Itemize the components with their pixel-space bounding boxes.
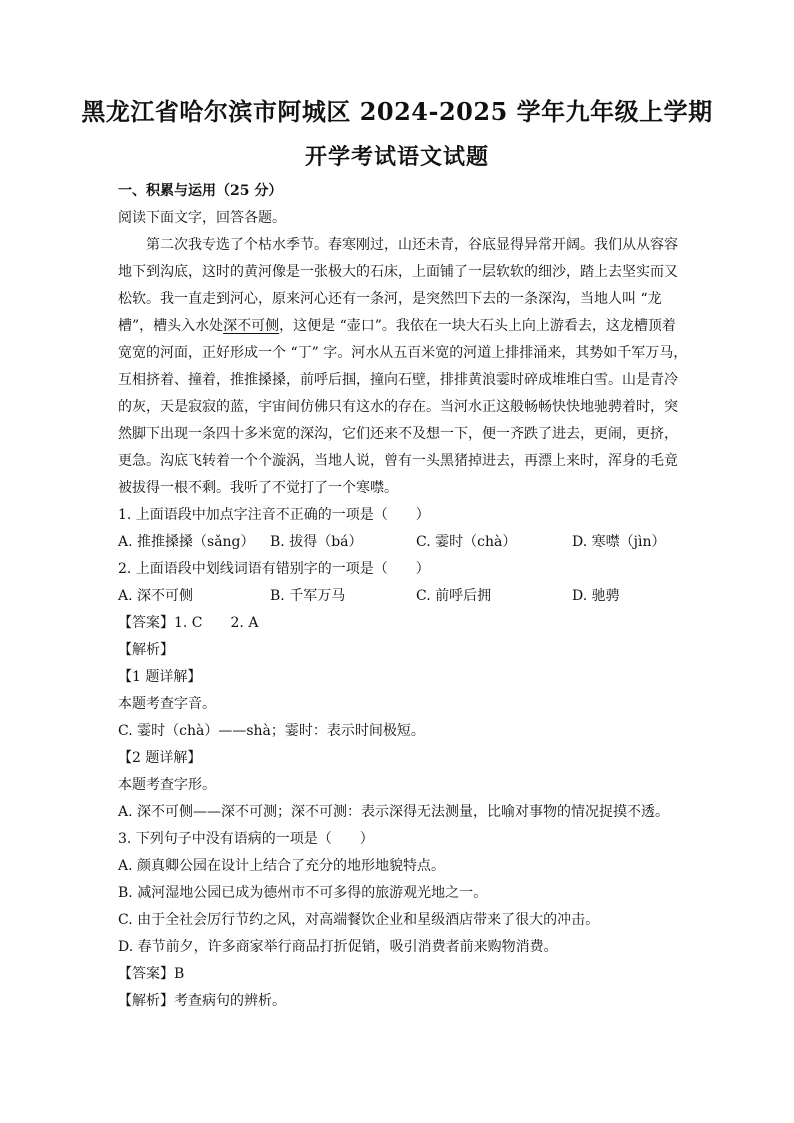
question-1-stem: 1. 上面语段中加点字注音不正确的一项是（ ） [118, 507, 430, 523]
passage-line: 互相挤着、撞着，推推搡搡，前呼后掴，撞向石壁，排排黄浪霎时碎成堆堆白雪。山是青冷 [118, 372, 678, 388]
passage-text: ，这便是 “壶口”。我依在一块大石头上向上游看去，这龙槽顶着 [279, 318, 676, 334]
passage-line: 第二次我专选了个枯水季节。春寒刚过，山还未青，谷底显得异常开阔。我们从从容容 [146, 237, 678, 253]
section-heading: 一、积累与运用（25 分） [118, 183, 283, 199]
passage-line: 然脚下出现一条四十多米宽的深沟，它们还来不及想一下，便一齐跌了进去，更闹，更挤， [118, 426, 678, 442]
analysis-label: 【解析】 [118, 642, 174, 658]
passage-text: 槽”，槽头入水处 [118, 318, 224, 334]
answer-3: 【答案】B [118, 966, 185, 982]
option-a: A. 推推搡搡（sǎng） [118, 534, 255, 550]
question-1-options [118, 529, 678, 556]
instruction-text: 阅读下面文字，回答各题。 [118, 210, 286, 226]
answer-1-2: 【答案】1. C 2. A [118, 615, 259, 631]
detail-2-text: 本题考查字形。 [118, 777, 216, 793]
detail-2-text: A. 深不可侧——深不可测；深不可测：表示深得无法测量，比喻对事物的情况捉摸不透。 [118, 804, 670, 820]
passage-line: 松软。我一直走到河心，原来河心还有一条河，是突然凹下去的一条深沟，当地人叫 “龙 [118, 291, 662, 307]
option-c: C. 由于全社会厉行节约之风，对高端餐饮企业和星级酒店带来了很大的冲击。 [118, 912, 600, 928]
passage-line: 的灰，天是寂寂的蓝，宇宙间仿佛只有这水的存在。当河水正这般畅畅快快地驰骋着时，突 [118, 399, 678, 415]
underlined-word: 深不可侧 [223, 318, 280, 334]
passage-line: 地下到沟底，这时的黄河像是一张极大的石床，上面铺了一层软软的细沙，踏上去坚实而又 [118, 264, 678, 280]
detail-1-text: 本题考查字音。 [118, 696, 216, 712]
reading-passage [118, 232, 688, 502]
detail-1-text: C. 霎时（chà）——shà；霎时：表示时间极短。 [118, 723, 425, 739]
document-subtitle: 开学考试语文试题 [304, 144, 489, 170]
detail-2-label: 【2 题详解】 [118, 750, 202, 766]
option-c: C. 前呼后拥 [416, 588, 492, 604]
passage-line: 被拔得一根不剩。我听了不觉打了一个寒噤。 [118, 480, 398, 496]
question-3-stem: 3. 下列句子中没有语病的一项是（ ） [118, 831, 374, 847]
analysis-3: 【解析】考查病句的辨析。 [118, 993, 286, 1009]
passage-line: 宽宽的河面，正好形成一个 “丁” 字。河水从五百米宽的河道上排排涌来，其势如千军万马， [118, 345, 688, 361]
option-a: A. 深不可侧 [118, 588, 194, 604]
option-b: B. 减河湿地公园已成为德州市不可多得的旅游观光地之一。 [118, 885, 488, 901]
option-c: C. 霎时（chà） [416, 534, 517, 550]
option-a: A. 颜真卿公园在设计上结合了充分的地形地貌特点。 [118, 858, 446, 874]
detail-1-label: 【1 题详解】 [118, 669, 202, 685]
question-2-stem: 2. 上面语段中划线词语有错别字的一项是（ ） [118, 561, 430, 577]
passage-line [118, 313, 678, 340]
passage-line: 更急。沟底飞转着一个个漩涡，当地人说，曾有一头黑猪掉进去，再漂上来时，浑身的毛竟 [118, 453, 678, 469]
option-d: D. 春节前夕，许多商家举行商品打折促销，吸引消费者前来购物消费。 [118, 939, 558, 955]
option-b: B. 千军万马 [270, 588, 346, 604]
option-d: D. 寒噤（jìn） [572, 534, 666, 550]
document-body [118, 178, 688, 1015]
question-2-options [118, 583, 678, 610]
option-b: B. 拔得（bá） [270, 534, 363, 550]
document-title: 黑龙江省哈尔滨市阿城区 2024-2025 学年九年级上学期 [81, 97, 713, 126]
option-d: D. 驰骋 [572, 588, 620, 604]
